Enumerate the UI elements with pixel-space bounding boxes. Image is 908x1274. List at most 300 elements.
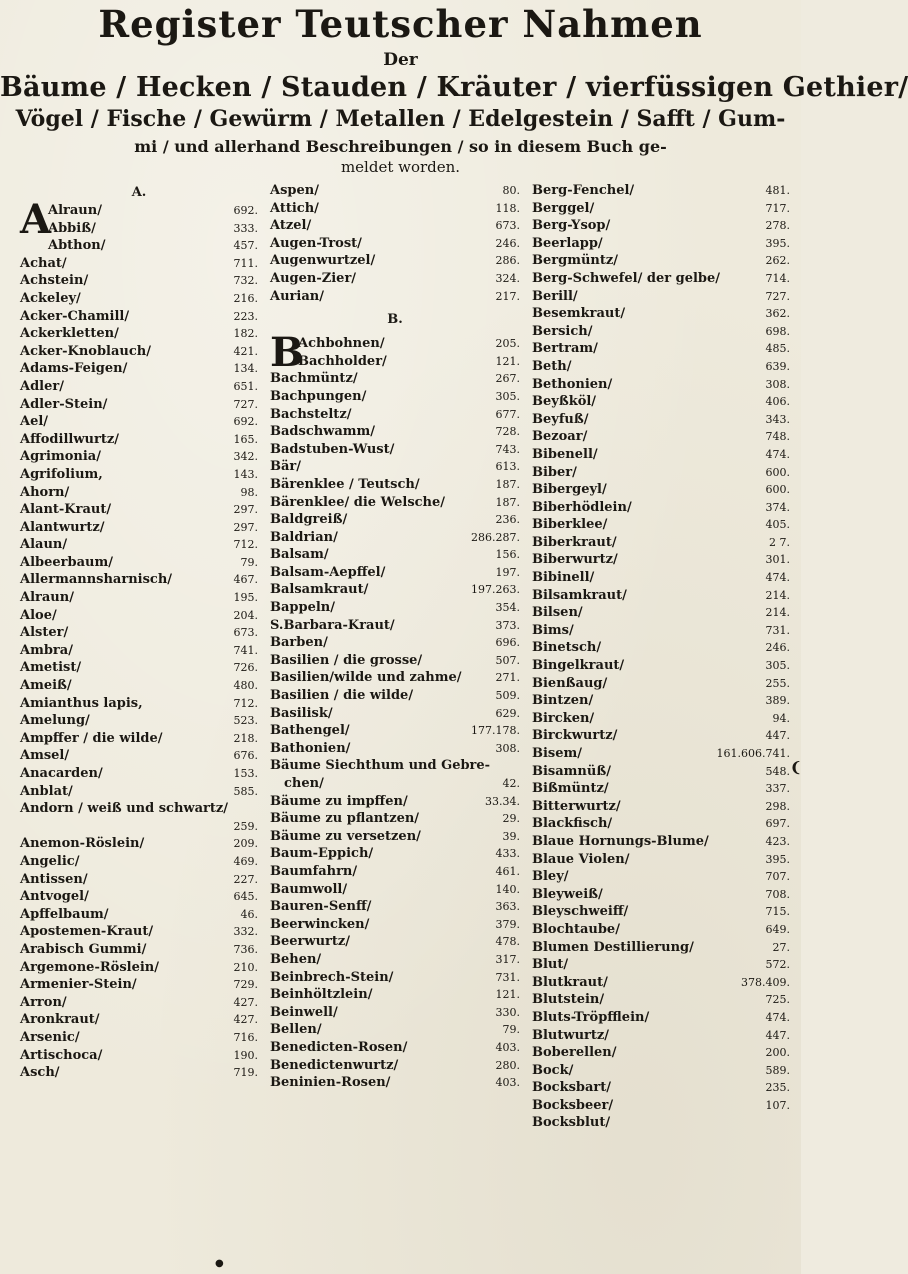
entry-page: 187. [495,495,520,509]
entry-page: 485. [765,342,790,356]
entry-name: Beninien-Rosen/ [270,1075,391,1091]
entry-name: Ameiß/ [20,678,72,694]
entry-name: Affodillwurtz/ [20,431,119,447]
entry-page: 389. [765,694,790,708]
index-entry [532,1097,790,1115]
entry-page: 395. [765,852,790,866]
entry-name: Bathonien/ [270,740,351,756]
entry-page: 324. [495,271,520,285]
index-entry [20,994,258,1012]
index-entry [270,564,520,582]
entry-name: Aspen/ [270,183,319,198]
index-entry [20,888,258,906]
entry-name: Alster/ [20,625,69,641]
entry-page: 121. [495,354,520,368]
entry-page: 343. [765,412,790,426]
entry-page: 726. [233,661,258,675]
entry-name: Andorn / weiß und schwartz/ [20,801,229,817]
index-entry [270,270,520,288]
entry-page: 403. [495,1040,520,1054]
entry-page: 39. [502,829,520,843]
entry-name: Blut/ [532,957,569,973]
entry-name: Bißmüntz/ [532,781,609,797]
entry-name: Binetsch/ [532,640,602,656]
entry-name: Angelic/ [20,853,80,869]
entry-page: 731. [765,623,790,637]
index-entry [532,252,790,270]
entry-name: Bock/ [532,1062,574,1078]
index-entry [532,270,790,288]
entry-page: 262. [765,254,790,268]
entry-page: 715. [765,905,790,919]
entry-page: 286. [495,254,520,268]
index-entry [20,607,258,625]
subtitle-line-3: mi / und allerhand Beschreibungen / so in diesem Buch ge- [134,137,667,156]
entry-page: 305. [495,389,520,403]
index-entry [270,617,520,635]
index-entry [532,376,790,394]
index-entry [532,551,790,569]
entry-page: 156. [495,548,520,562]
entry-name: Bappeln/ [270,600,335,616]
entry-page: 467. [233,573,258,587]
entry-name: Blutwurtz/ [532,1027,610,1043]
index-entry [532,1114,790,1132]
entry-name: Baldgreiß/ [270,512,348,528]
entry-page: 223. [233,309,258,323]
index-entry [270,740,520,758]
index-entry [20,677,258,695]
entry-name: Blaue Hornungs-Blume/ [532,833,709,849]
index-entry [270,353,520,371]
index-entry [20,290,258,308]
entry-page: 134. [233,362,258,376]
index-column-1 [20,178,258,1082]
entry-name: Aronkraut/ [20,1012,100,1028]
entry-page: 379. [495,917,520,931]
column-2-entries [270,182,520,305]
entry-page: 696. [495,636,520,650]
index-entry [20,255,258,273]
column-1-entries-2 [20,835,258,1081]
index-entry [270,406,520,424]
entry-name: Achbohnen/ [298,336,385,352]
entry-page: 707. [765,870,790,884]
entry-name: Beinhöltzlein/ [270,987,373,1003]
entry-name: Bibinell/ [532,570,595,586]
entry-name: Adler/ [20,378,64,394]
entry-name: Berg-Schwefel/ der gelbe/ [532,270,721,286]
entry-page: 427. [233,1013,258,1027]
index-entry [20,959,258,977]
entry-page: 333. [233,221,258,235]
entry-page: 337. [765,782,790,796]
entry-name: Bellen/ [270,1022,322,1038]
index-entry [20,1029,258,1047]
index-entry [532,745,790,763]
index-entry [270,235,520,253]
index-entry [270,951,520,969]
index-entry [270,1021,520,1039]
subtitle-line-2: Vögel / Fische / Gewürm / Metallen / Edelgestein / Safft / Gum- [15,106,786,132]
entry-page: 692. [233,415,258,429]
index-entry [532,393,790,411]
entry-page: 218. [233,731,258,745]
index-entry [20,695,258,713]
entry-page: 217. [495,289,520,303]
index-entry [270,634,520,652]
index-entry [20,923,258,941]
entry-page: 255. [765,676,790,690]
index-entry [270,581,520,599]
index-entry [532,499,790,517]
index-entry [270,476,520,494]
entry-page: 474. [765,1010,790,1024]
entry-name: Bär/ [270,459,302,475]
entry-page: 461. [495,864,520,878]
entry-name: Benedicten-Rosen/ [270,1039,408,1055]
column-1-entries [20,196,258,800]
entry-page: 362. [765,307,790,321]
entry-name: S.Barbara-Kraut/ [270,617,395,633]
index-entry [270,335,520,353]
index-entry [20,272,258,290]
index-entry [270,933,520,951]
entry-page: 673. [233,626,258,640]
entry-name: Bleyweiß/ [532,886,603,902]
index-entry [270,1004,520,1022]
entry-page: 236. [495,513,520,527]
entry-name: Apostemen-Kraut/ [20,924,154,940]
entry-name: Asch/ [20,1065,60,1081]
entry-page: 548. [765,764,790,778]
entry-page: 421. [233,344,258,358]
entry-page: 107. [765,1098,790,1112]
entry-name: Augenwurtzel/ [270,253,376,269]
index-entry [20,783,258,801]
entry-name: Basilisk/ [270,705,333,721]
entry-name: Antissen/ [20,871,88,887]
entry-name: Bezoar/ [532,429,588,445]
entry-name: Adams-Feigen/ [20,361,128,377]
entry-name: Biberwurtz/ [532,552,618,568]
index-entry [20,378,258,396]
entry-name: Berg-Ysop/ [532,218,611,234]
entry-name: Boberellen/ [532,1045,617,1061]
entry-page: 363. [495,900,520,914]
entry-page: 716. [233,1030,258,1044]
index-entry [20,220,258,238]
entry-page: 342. [233,450,258,464]
index-entry [20,642,258,660]
entry-name: Blaue Violen/ [532,851,630,867]
entry-page: 42. [502,777,520,790]
entry-page: 286.287. [471,530,520,544]
entry-page: 712. [233,538,258,552]
index-entry [270,511,520,529]
entry-name: Blackfisch/ [532,816,613,832]
entry-page: 712. [233,696,258,710]
index-entry [532,446,790,464]
entry-page: 711. [233,256,258,270]
entry-page: 143. [233,467,258,481]
entry-name: Bauren-Senff/ [270,899,372,915]
index-entry [532,675,790,693]
index-entry-continuation [20,818,258,836]
index-entry [20,747,258,765]
entry-name: Berill/ [532,288,578,304]
index-entry [20,1064,258,1082]
entry-page: 645. [233,890,258,904]
entry-page: 80. [502,184,520,197]
index-entry [532,939,790,957]
entry-page: 373. [495,618,520,632]
entry-name: Bachsteltz/ [270,406,352,422]
entry-name: Bocksblut/ [532,1115,611,1131]
entry-name: Bersich/ [532,323,593,339]
entry-page: 317. [495,952,520,966]
entry-page: 732. [233,274,258,288]
index-entry [270,494,520,512]
index-entry [270,793,520,811]
entry-page: 29. [502,812,520,826]
entry-page: 197.263. [471,583,520,597]
entry-name: Biberhödlein/ [532,499,632,515]
entry-page: 474. [765,571,790,585]
entry-page: 600. [765,465,790,479]
index-entry [532,534,790,552]
entry-name: Ackerkletten/ [20,326,119,342]
index-entry [20,589,258,607]
entry-name: Abthon/ [48,238,106,254]
entry-name: Bachmüntz/ [270,371,358,387]
index-entry [532,763,790,781]
index-entry [532,428,790,446]
entry-name: Biberkraut/ [532,534,617,550]
index-entry [20,360,258,378]
index-entry [532,235,790,253]
entry-page: 651. [233,379,258,393]
index-entry [532,903,790,921]
entry-name: Albeerbaum/ [20,554,113,570]
index-entry [20,448,258,466]
entry-name: Anblat/ [20,783,73,799]
index-entry [270,757,520,775]
entry-name: Adler-Stein/ [20,396,108,412]
index-entry [270,252,520,270]
index-entry [532,323,790,341]
entry-name: Alraun/ [20,590,74,606]
index-entry [270,441,520,459]
entry-name: Behen/ [270,951,322,967]
entry-name: Agrimonia/ [20,449,101,465]
index-entry [270,1057,520,1075]
entry-name: Ametist/ [20,660,82,676]
entry-name: Beerwurtz/ [270,934,351,950]
entry-name: Aurian/ [270,288,324,304]
entry-page: 210. [233,960,258,974]
entry-name: Atzel/ [270,218,312,234]
index-entry [532,340,790,358]
index-entry [20,835,258,853]
index-entry [270,529,520,547]
index-entry [20,431,258,449]
entry-name: Bachpungen/ [270,388,367,404]
entry-name: Baumfahrn/ [270,863,358,879]
entry-page: 214. [765,588,790,602]
register-title: Register Teutscher Nahmen [98,2,703,46]
index-entry [532,604,790,622]
entry-page: 195. [233,591,258,605]
entry-page: 613. [495,460,520,474]
entry-name: Bingelkraut/ [532,658,625,674]
entry-name: Artischoca/ [20,1047,103,1063]
index-entry [270,705,520,723]
index-entry [270,898,520,916]
entry-page: 267. [495,372,520,386]
entry-name: Bathengel/ [270,723,350,739]
entry-page: 79. [240,555,258,569]
entry-page: 153. [233,767,258,780]
entry-page: 629. [495,706,520,720]
entry-name: Blumen Destillierung/ [532,939,694,955]
entry-name: Allermannsharnisch/ [20,572,173,588]
index-entry [270,652,520,670]
index-entry [532,974,790,992]
index-entry [532,587,790,605]
entry-name: Alaun/ [20,537,68,553]
entry-name: Badstuben-Wust/ [270,441,395,457]
entry-page: 731. [495,970,520,984]
entry-page: 205. [495,337,520,351]
subtitle-line-4: meldet worden. [340,158,461,176]
entry-name: Alantwurtz/ [20,519,105,535]
index-column-2 [270,178,520,1092]
index-entry [20,571,258,589]
entry-name: Berg-Fenchel/ [532,183,635,198]
index-entry [20,976,258,994]
index-entry [20,484,258,502]
entry-name: Attich/ [270,200,319,216]
index-entry [270,881,520,899]
entry-page: 374. [765,500,790,514]
entry-page: 729. [233,978,258,992]
index-entry [532,692,790,710]
entry-page: 378.409. [741,975,790,989]
entry-name: Blutkraut/ [532,974,608,990]
subtitle-line-1: Bäume / Hecken / Stauden / Kräuter / vierfüssigen Gethier/ [0,72,908,103]
index-entry [270,423,520,441]
index-entry [532,1062,790,1080]
entry-name: Balsam-Aepffel/ [270,564,386,580]
index-entry [20,871,258,889]
entry-name: Bilsen/ [532,605,583,621]
index-entry [20,519,258,537]
entry-name: Bäume zu impffen/ [270,793,408,809]
entry-page: 697. [765,817,790,831]
index-entry [20,237,258,255]
entry-page: 469. [233,854,258,868]
entry-name: Beyfuß/ [532,411,589,427]
entry-name: Acker-Knoblauch/ [20,343,151,359]
entry-page: 447. [765,1028,790,1042]
index-entry [532,1079,790,1097]
entry-name: Bleyschweiff/ [532,904,629,920]
entry-name: Bims/ [532,622,574,638]
index-entry [20,325,258,343]
index-entry [532,833,790,851]
entry-name: Agrifolium, [20,466,103,482]
entry-name: Benedictenwurtz/ [270,1057,399,1073]
entry-page: 197. [495,565,520,579]
entry-page: 79. [502,1023,520,1037]
entry-page: 741. [233,643,258,657]
entry-name: Bäume Siechthum und Gebre- [270,758,491,774]
section-letter-a: A. [131,185,147,200]
index-entry [532,1027,790,1045]
entry-name: Beth/ [532,358,572,374]
entry-name: Augen-Trost/ [270,235,362,251]
index-entry [20,1011,258,1029]
entry-page: 165. [233,432,258,446]
entry-name: Baum-Eppich/ [270,846,374,862]
entry-name: Berggel/ [532,200,595,216]
index-entry [532,358,790,376]
index-entry [270,182,520,200]
entry-page: 246. [765,641,790,655]
index-entry [532,886,790,904]
index-entry [532,622,790,640]
entry-name: Bisamnüß/ [532,763,611,779]
entry-name: Birckwurtz/ [532,728,618,744]
entry-page: 330. [495,1005,520,1019]
index-entry [20,800,258,818]
entry-page: 481. [765,184,790,197]
index-entry [20,466,258,484]
entry-name: Arsenic/ [20,1029,80,1045]
entry-page: 405. [765,518,790,532]
entry-name: Badschwamm/ [270,424,376,440]
entry-name: Alant-Kraut/ [20,502,112,518]
entry-name: Beyßköl/ [532,394,597,410]
index-entry [532,710,790,728]
index-entry [270,863,520,881]
entry-name: Abbiß/ [48,220,96,236]
index-entry [270,845,520,863]
drop-cap: B [270,329,304,377]
entry-name: Balsam/ [270,547,329,563]
entry-name: Basilien / die wilde/ [270,688,414,704]
entry-name: Baldrian/ [270,529,338,545]
entry-name: Amianthus lapis, [20,695,143,711]
entry-name: Ampffer / die wilde/ [20,730,163,746]
entry-page: 457. [233,239,258,253]
entry-page: 406. [765,395,790,409]
entry-name: Bäume zu versetzen/ [270,828,421,844]
index-entry [20,712,258,730]
entry-page: 280. [495,1058,520,1072]
index-entry [532,921,790,939]
index-entry [270,546,520,564]
page-dot: ● [215,1258,224,1269]
index-entry [532,956,790,974]
entry-name: Bocksbart/ [532,1080,612,1096]
index-entry [20,536,258,554]
index-entry [532,727,790,745]
entry-page: 649. [765,922,790,936]
index-entry [532,411,790,429]
entry-name: Armenier-Stein/ [20,977,137,993]
